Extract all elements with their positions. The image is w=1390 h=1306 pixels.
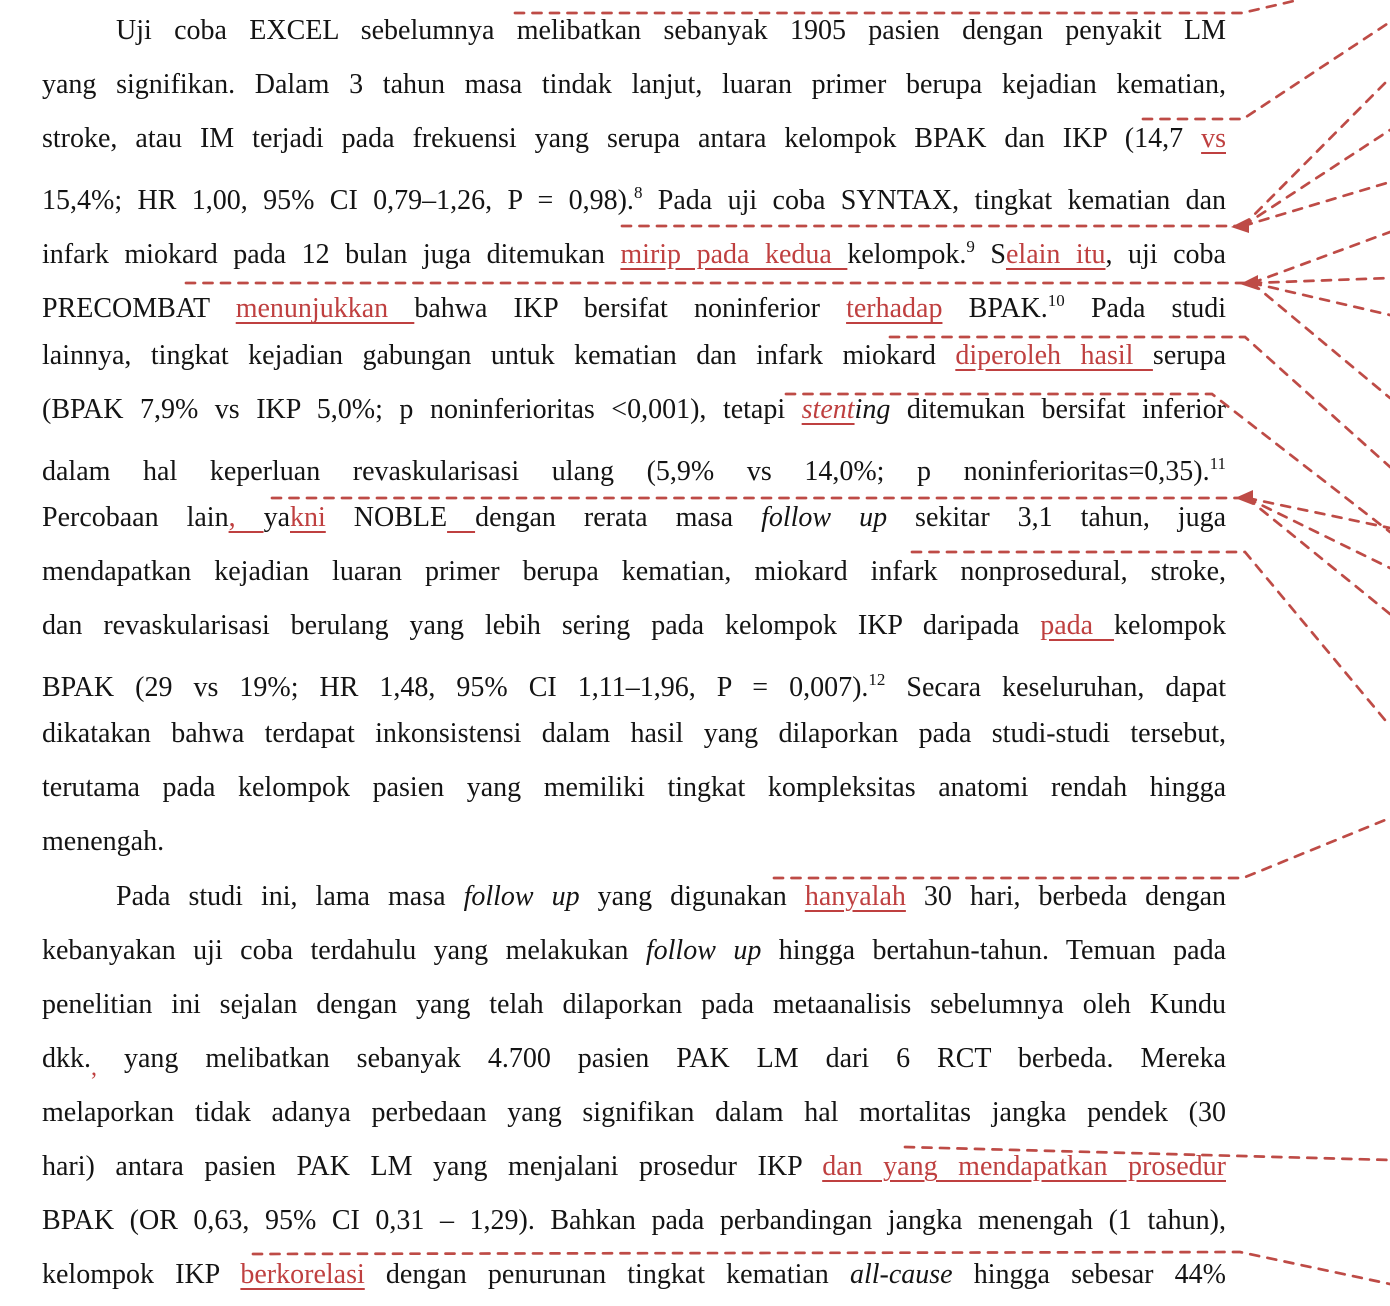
text-segment: ditemukan bersifat inferior [890,393,1226,425]
text-line[interactable] [42,1194,1226,1248]
comment-connector-line [1243,130,1390,226]
text-segment: mendapatkan kejadian luaran primer berupa kematian, miokard infark nonprosedural, stroke, [42,555,1226,587]
text-segment: infark miokard pada 12 bulan juga ditemukan [42,239,621,271]
text-segment: Secara keseluruhan, dapat [885,672,1226,704]
text-segment: ya [263,501,290,533]
text-segment: BPAK. [942,293,1048,325]
text-line[interactable] [42,329,1226,383]
text-line[interactable] [42,761,1226,815]
footnote-reference: 10 [1047,291,1065,311]
comment-connector-line [1243,182,1390,226]
text-segment: Pada studi ini, lama masa [116,880,464,912]
text-segment: sekitar 3,1 tahun, juga [887,501,1227,533]
text-line[interactable] [42,220,1226,274]
tracked-insertion: , [91,1054,97,1081]
comment-connector-line [1252,283,1390,398]
tracked-insertion: mirip pada kedua [620,239,848,271]
text-segment: kelompok IKP [42,1259,241,1291]
text-segment: ing [854,393,891,425]
text-segment: dengan penurunan tingkat kematian [364,1259,850,1291]
footnote-reference: 9 [966,237,975,257]
text-line[interactable] [42,924,1226,978]
text-segment: follow up [463,880,580,912]
text-line[interactable] [42,599,1226,653]
text-segment: kelompok [1114,610,1227,642]
text-line[interactable] [42,437,1226,491]
text-line[interactable] [42,383,1226,437]
text-segment: serupa [1152,339,1226,371]
text-line[interactable] [42,870,1226,924]
document-body[interactable] [42,4,1226,1302]
tracked-insertion: berkorelasi [240,1259,365,1291]
tracked-insertion: pada [1040,610,1115,642]
text-segment: yang signifikan. Dalam 3 tahun masa tindak lanjut, luaran primer berupa kejadian kematian, [42,69,1226,101]
text-segment: NOBLE [325,501,448,533]
comment-connector-line [1247,498,1390,528]
text-segment: dalam hal keperluan revaskularisasi ulang (5,9% vs 14,0%; p noninferioritas=0,35). [42,455,1210,487]
text-line[interactable] [42,274,1226,328]
text-line[interactable] [42,58,1226,112]
text-segment: hingga bertahun-tahun. Temuan pada [761,934,1226,966]
text-segment: follow up [645,934,762,966]
text-segment: Uji coba EXCEL sebelumnya melibatkan sebanyak 1905 pasien dengan penyakit LM [116,15,1226,46]
tracked-insertion: kni [290,501,326,533]
text-segment: dikatakan bahwa terdapat inkonsistensi dalam hasil yang dilaporkan pada studi-studi tersebut, [42,718,1226,750]
comment-connector-line [1252,232,1390,283]
text-line[interactable] [42,1248,1226,1302]
text-segment: bahwa IKP bersifat noninferior [414,293,847,325]
text-line[interactable] [42,1086,1226,1140]
text-segment: hari) antara pasien PAK LM yang menjalani prosedur IKP [42,1150,823,1182]
text-segment: dengan rerata masa [475,501,762,533]
text-segment: dkk. [42,1042,91,1074]
text-line[interactable] [42,978,1226,1032]
tracked-insertion [447,502,475,533]
comment-connector-line [1247,498,1390,614]
text-line[interactable] [42,4,1226,58]
tracked-insertion: menunjukkan [235,293,415,325]
text-segment: PRECOMBAT [42,293,236,325]
text-line[interactable] [42,1140,1226,1194]
text-line[interactable] [42,653,1226,707]
text-segment: S [974,239,1006,271]
text-segment: penelitian ini sejalan dengan yang telah dilaporkan pada metaanalisis sebelumnya oleh Kundu [42,988,1226,1020]
text-segment: 30 hari, berbeda dengan [905,880,1227,912]
text-segment: kelompok. [847,239,967,271]
text-line[interactable] [42,815,1226,869]
comment-connector-line [1247,498,1390,568]
text-line[interactable] [42,166,1226,220]
tracked-insertion: elain itu [1005,239,1106,271]
connector-arrowhead-icon [1235,490,1253,505]
text-segment: all-cause [849,1259,953,1291]
text-segment: stroke, atau IM terjadi pada frekuensi yang serupa antara kelompok BPAK dan IKP (14,7 [42,123,1202,155]
text-segment: lainnya, tingkat kejadian gabungan untuk kematian dan infark miokard [42,339,956,371]
connector-arrowhead-icon [1231,218,1249,233]
text-line[interactable] [42,112,1226,166]
tracked-insertion: hanyalah [804,880,906,912]
text-segment: Percobaan lain [42,501,229,533]
footnote-reference: 11 [1209,453,1226,473]
tracked-insertion: terhadap [846,293,943,325]
text-line[interactable] [42,545,1226,599]
text-segment: yang melibatkan sebanyak 4.700 pasien PAK LM dari 6 RCT berbeda. Mereka [97,1042,1226,1074]
comment-connector-line [1243,78,1390,226]
tracked-insertion: dan yang mendapatkan prosedur [822,1150,1226,1182]
text-segment: Pada uji coba SYNTAX, tingkat kematian dan [642,185,1226,217]
text-line[interactable] [42,707,1226,761]
connector-arrowhead-icon [1240,275,1258,290]
comment-connector-line [1252,283,1390,315]
text-line[interactable] [42,1032,1226,1086]
tracked-insertion: , [228,501,264,533]
text-segment: BPAK (OR 0,63, 95% CI 0,31 – 1,29). Bahkan pada perbandingan jangka menengah (1 tahun), [42,1205,1226,1237]
text-segment: hingga sebesar 44% [952,1259,1226,1291]
comment-connector-line [1252,278,1390,283]
tracked-insertion: diperoleh hasil [955,339,1153,371]
text-segment: (BPAK 7,9% vs IKP 5,0%; p noninferioritas <0,001), tetapi [42,393,802,425]
footnote-reference: 12 [868,670,886,690]
text-segment: yang digunakan [579,880,805,912]
text-segment: Pada studi [1064,293,1226,325]
text-segment: melaporkan tidak adanya perbedaan yang signifikan dalam hal mortalitas jangka pendek (30 [42,1096,1226,1128]
text-segment: BPAK (29 vs 19%; HR 1,48, 95% CI 1,11–1,96, P = 0,007). [42,672,869,704]
text-segment: dan revaskularisasi berulang yang lebih sering pada kelompok IKP daripada [42,610,1041,642]
footnote-reference: 8 [633,183,643,203]
text-segment: terutama pada kelompok pasien yang memiliki tingkat kompleksitas anatomi rendah hingga [42,772,1226,804]
text-segment: menengah. [42,826,165,858]
text-segment: , uji coba [1105,239,1226,271]
tracked-insertion: vs [1201,123,1226,155]
text-segment: 15,4%; HR 1,00, 95% CI 0,79–1,26, P = 0,98). [42,185,634,217]
text-segment: kebanyakan uji coba terdahulu yang melakukan [42,934,646,966]
text-segment: follow up [761,501,888,533]
tracked-insertion: stent [801,393,855,425]
text-line[interactable] [42,491,1226,545]
